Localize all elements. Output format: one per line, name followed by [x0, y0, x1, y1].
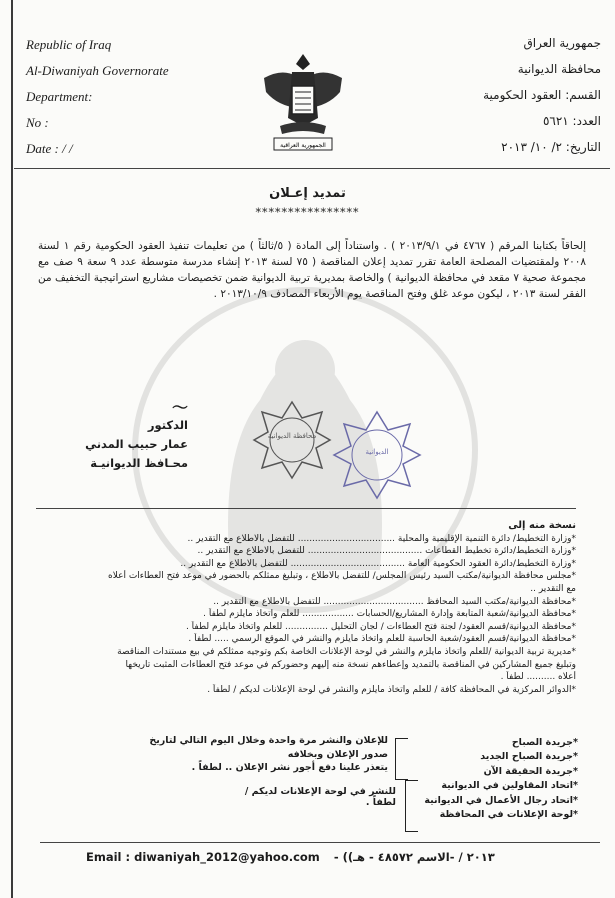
seal-left-text: محافظة الديوانية [267, 432, 317, 440]
newspaper-list [398, 736, 578, 822]
country-ar: جمهورية العراق [523, 36, 601, 50]
country-en: Republic of Iraq [26, 37, 112, 52]
governorate-en: Al-Diwaniyah Governorate [26, 63, 169, 78]
cc-item: *محافظة الديوانية/قسم العقود/شعبة الحاسبة للعلم واتخاذ مايلزم والنشر في الموقع الرسمي ..... لطفاً . [188, 634, 576, 645]
governorate-ar: محافظة الديوانية [517, 62, 601, 76]
cc-list [36, 520, 576, 696]
number-en: No : [26, 115, 49, 130]
signature-block [58, 400, 188, 473]
newspaper-item: *لوحة الإعلانات في المحافظة [439, 809, 578, 821]
notice-stars: **************** [255, 206, 360, 219]
notice-body-text: إلحاقاً بكتابنا المرقم ( ٤٧٦٧ في ٢٠١٣/٩/١ ) . واستناداً إلى المادة ( ٥/ثالثاً ) من تعليمات تنفيذ العقود الحكومية رقم ١ لسنة ٢٠٠٨ ولمقتضيات المصلحة العامة تقرر تمديد إعلان المناقصة ( ٧٥ لسنة ٢٠١٣ إنشاء مدرسة متوسطة عدد ٩ سعة ٩ صف مع مجموعة صحية ٧ مقعد في محافظة الديوانية ) والخاصة بمديرية تربية الديوانية ضمن تخصيصات مشاريع استراتيجية التخفيف من الفقر لسنة ٢٠١٣ ، ليكون موعد غلق وفتح المناقصة يوم الأربعاء المصادف ٢٠١٣/١٠/٩ . [38, 240, 587, 300]
date-ar: التاريخ: ٢/ ١٠/ ٢٠١٣ [501, 140, 601, 154]
newspaper-item: *جريدة الصباح [511, 737, 578, 748]
cc-item: *محافظة الديوانية/مكتب السيد المحافظ ................................... للتفضل بالاطلاع مع التقدير .. [213, 596, 576, 607]
cc-divider [36, 508, 576, 509]
cc-item: أعلاه .......... لطفاً . [500, 672, 576, 683]
stamp-seal-right [332, 410, 422, 500]
cc-item: *الدوائر المركزية في المحافظة كافة / للعلم واتخاذ مايلزم والنشر في لوحة الإعلانات لديكم / لطفاً . [207, 684, 576, 695]
cc-item: *محافظة الديوانية/شعبة المتابعة وإدارة المشاريع/الحسابات .................. للعلم واتخاذ مايلزم لطفاً . [203, 609, 576, 620]
signature-name: عمار حبيب المدني [85, 437, 188, 451]
cc-item: *مديرية تربية الديوانية /للعلم واتخاذ مايلزم والنشر في لوحة الإعلانات الخاصة بكم وتوجيه ممثلكم في بيع مستندات المناقصة [117, 646, 576, 657]
cc-item: مع التقدير .. [530, 583, 576, 594]
date-en: Date : / / [26, 141, 73, 156]
signature-title: الدكتور [147, 418, 188, 432]
cc-item: *مجلس محافظة الديوانية/مكتب السيد رئيس المجلس/ للتفضل بالاطلاع ، وتبليغ ممثلكم بالحضور في موعد فتح العطاءات أعلاه [108, 571, 576, 582]
cc-item: *وزارة التخطيط/دائرة العقود الحكومية العامة ........................................ للتفضل بالاطلاع مع التقدير .. [180, 558, 576, 569]
bracket-boards [405, 780, 418, 832]
cc-item: *وزارة التخطيط/ دائرة التنمية الإقليمية والمحلية .................................. للتفضل بالاطلاع مع التقدير .. [187, 533, 576, 544]
newspaper-item: *جريدة الصباح الجديد [480, 751, 578, 763]
department-ar: القسم: العقود الحكومية [483, 88, 601, 102]
number-ar: العدد: ٥٦٢١ [542, 114, 601, 128]
cc-item: وتبليغ جميع المشاركين في المناقصة بالتمديد وإعطاءهم نسخة منه إليهم وحضوركم في موعد فتح العطاءات المثبت تاريخها [125, 659, 576, 670]
header-arabic [401, 30, 601, 160]
header-divider [14, 168, 610, 169]
footer-email: Email : diwaniyah_2012@yahoo.com [86, 850, 320, 864]
bracket-newspapers [395, 738, 408, 780]
newspaper-note-line1: للإعلان والنشر مرة واحدة وخلال اليوم التالي لتاريخ صدور الإعلان وبخلافه [149, 735, 388, 760]
cc-title: نسخة منه إلى [508, 520, 576, 531]
emblem-caption: الجمهورية العراقية [280, 142, 326, 149]
cc-item: *وزارة التخطيط/دائرة تخطيط القطاعات ........................................ للتفضل بالاطلاع مع التقدير .. [197, 546, 576, 557]
eagle-emblem-icon [262, 48, 344, 158]
header-english [26, 32, 256, 162]
newspaper-note [140, 734, 388, 775]
cc-item: *محافظة الديوانية/قسم العقود/ لجنة فتح العطاءات / لجان التحليل ............... للعلم واتخاذ مايلزم لطفاً . [185, 621, 576, 632]
notice-body [38, 238, 586, 302]
signature-position: محـافظ الديوانيـة [90, 456, 188, 470]
board-note: للنشر في لوحة الإعلانات لديكم / لطفاً . [244, 786, 396, 808]
footer-divider [40, 842, 600, 843]
footer [86, 850, 586, 864]
newspaper-item: *اتحاد رجال الأعمال في الديوانية [424, 794, 578, 806]
department-en: Department: [26, 89, 93, 104]
notice-title: تمديد إعـلان [269, 186, 346, 201]
footer-ref: - ((٢٠١٣ / -الاسم ٤٨٥٧٢ - هـ [333, 850, 495, 864]
stamp-seal-left [252, 400, 332, 480]
newspaper-item: *جريدة الحقيقة الآن [483, 765, 578, 777]
page-edge-line [11, 0, 13, 898]
seal-right-text: الديوانية [365, 448, 389, 456]
newspaper-item: *اتحاد المقاولين في الديوانية [441, 780, 578, 792]
signature-mark: ～ [171, 398, 188, 417]
newspaper-note-line2: يتعذر علينا دفع أجور نشر الإعلان .. لطفاً . [191, 762, 388, 773]
